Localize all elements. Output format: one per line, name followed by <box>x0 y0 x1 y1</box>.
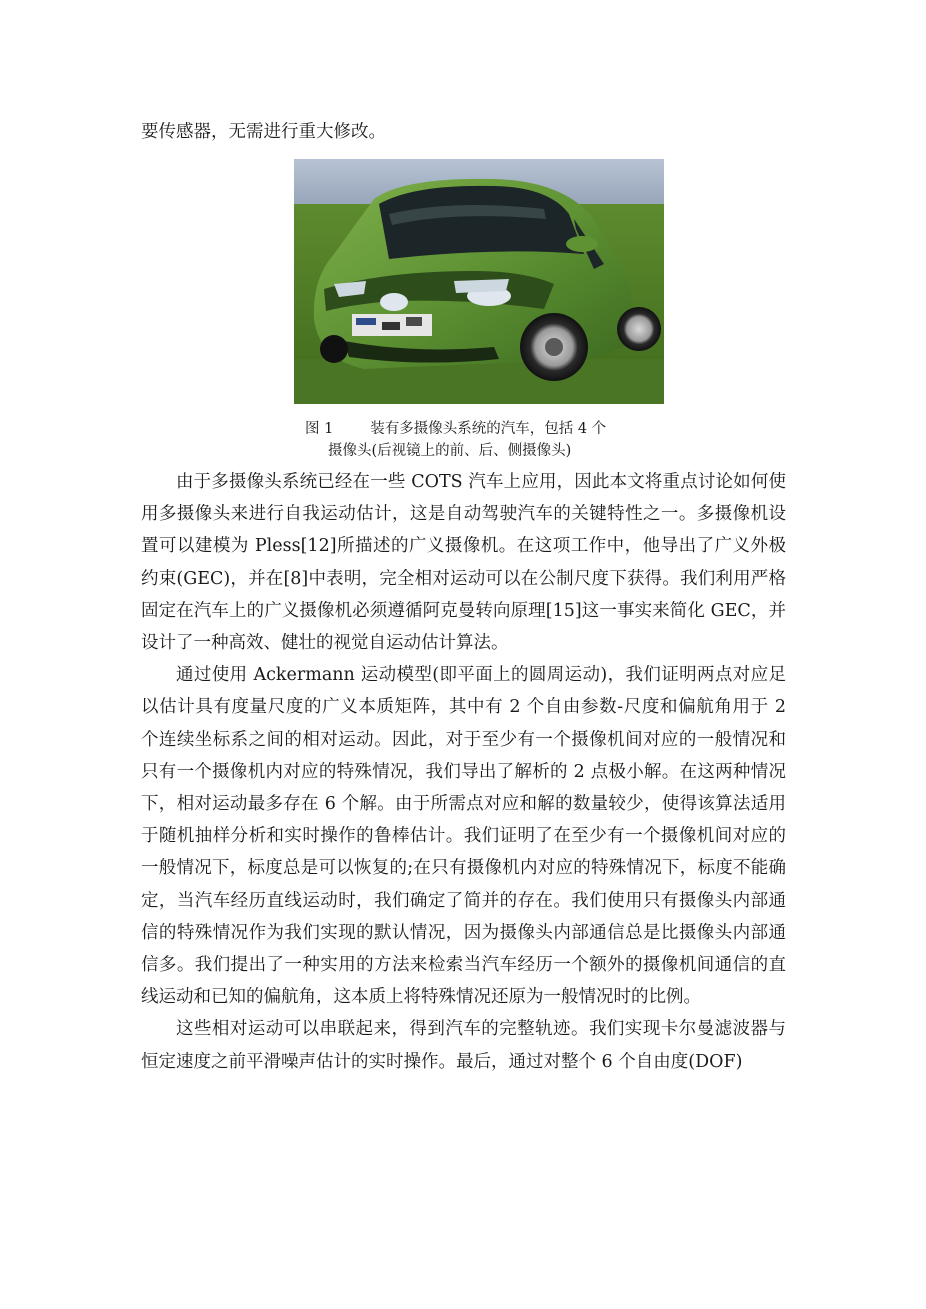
figure-caption <box>250 418 680 462</box>
paragraph: 由于多摄像头系统已经在一些 COTS 汽车上应用，因此本文将重点讨论如何使用多摄像头来进行自我运动估计，这是自动驾驶汽车的关键特性之一。多摄像机设置可以建模为 Pless[12]所描述的广义摄像机。在这项工作中，他导出了广义外极约束(GEC)，并在[8]中表明，完全相对运动可以在公制尺度下获得。我们利用严格固定在汽车上的广义摄像机必须遵循阿克曼转向原理[15]这一事实来简化 GEC，并设计了一种高效、健壮的视觉自运动估计算法。 <box>141 472 786 654</box>
body-text <box>141 466 786 1078</box>
paragraph-fragment: 要传感器，无需进行重大修改。 <box>141 122 386 142</box>
car-photo <box>294 159 664 404</box>
paragraph: 这些相对运动可以串联起来，得到汽车的完整轨迹。我们实现卡尔曼滤波器与恒定速度之前平滑噪声估计的实时操作。最后，通过对整个 6 个自由度(DOF) <box>141 1019 786 1072</box>
caption-line-2: 摄像头(后视镜上的前、后、侧摄像头) <box>328 443 572 459</box>
paragraph: 通过使用 Ackermann 运动模型(即平面上的圆周运动)，我们证明两点对应足以估计具有度量尺度的广义本质矩阵，其中有 2 个自由参数-尺度和偏航角用于 2 个连续坐标系之间的相对运动。因此，对于至少有一个摄像机间对应的一般情况和只有一个摄像机内对应的特殊情况，我们导出了解析的 2 点极小解。在这两种情况下，相对运动最多存在 6 个解。由于所需点对应和解的数量较少，使得该算法适用于随机抽样分析和实时操作的鲁棒估计。我们证明了在至少有一个摄像机间对应的一般情况下，标度总是可以恢复的;在只有摄像机内对应的特殊情况下，标度不能确定，当汽车经历直线运动时，我们确定了简并的存在。我们使用只有摄像头内部通信的特殊情况作为我们实现的默认情况，因为摄像头内部通信总是比摄像头内部通信多。我们提出了一种实用的方法来检索当汽车经历一个额外的摄像机间通信的直线运动和已知的偏航角，这本质上将特殊情况还原为一般情况时的比例。 <box>141 665 786 1008</box>
car-photo-illustration <box>294 159 664 404</box>
caption-line-1: 图 1 装有多摄像头系统的汽车，包括 4 个 <box>305 421 607 437</box>
